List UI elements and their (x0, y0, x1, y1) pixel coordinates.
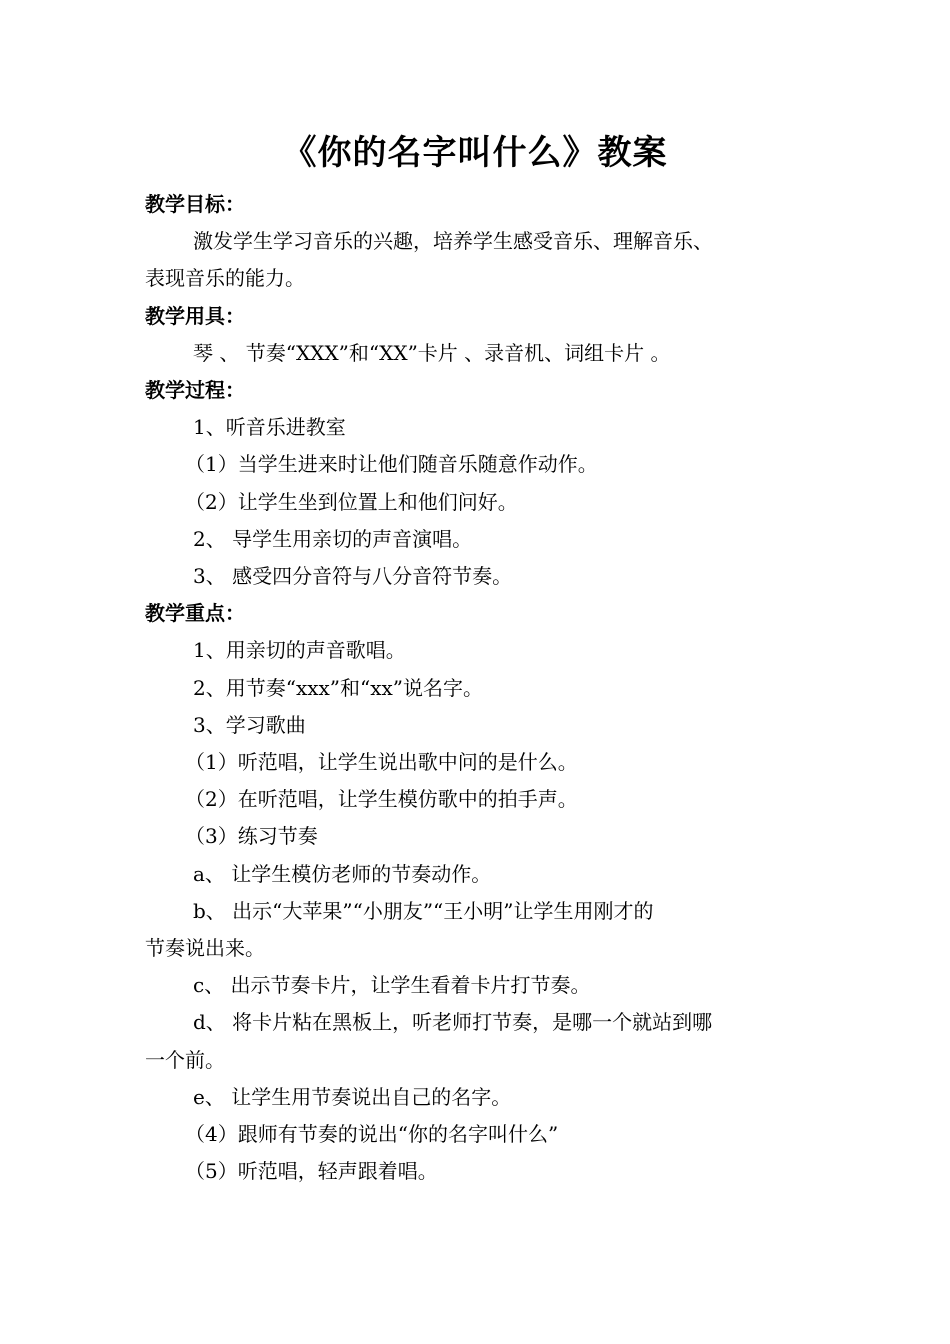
list-item: （1）听范唱，让学生说出歌中问的是什么。 (185, 750, 578, 775)
paragraph-line: 琴 、 节奏“XXX”和“XX”卡片 、录音机、词组卡片 。 (193, 340, 671, 365)
list-item: c、 出示节奏卡片，让学生看着卡片打节奏。 (193, 973, 591, 998)
paragraph-line: 激发学生学习音乐的兴趣，培养学生感受音乐、理解音乐、 (193, 229, 713, 254)
list-item: （4）跟师有节奏的说出“你的名字叫什么” (185, 1122, 559, 1147)
list-item: （2）在听范唱，让学生模仿歌中的拍手声。 (185, 787, 578, 812)
section-heading-key-points: 教学重点： (145, 601, 245, 626)
list-item: 3、学习歌曲 (193, 712, 306, 737)
list-item: （2）让学生坐到位置上和他们问好。 (185, 489, 518, 514)
list-item: e、 让学生用节奏说出自己的名字。 (193, 1084, 512, 1109)
list-item: d、 将卡片粘在黑板上，听老师打节奏，是哪一个就站到哪 (193, 1010, 713, 1035)
list-item: 3、 感受四分音符与八分音符节奏。 (193, 564, 513, 589)
list-item: 1、用亲切的声音歌唱。 (193, 638, 406, 663)
list-item: 2、用节奏“xxx”和“xx”说名字。 (193, 675, 484, 700)
paragraph-line: 一个前。 (145, 1047, 225, 1072)
paragraph-line: 表现音乐的能力。 (145, 266, 305, 291)
section-heading-process: 教学过程： (145, 378, 245, 403)
section-heading-objectives: 教学目标： (145, 192, 245, 216)
section-heading-tools: 教学用具： (145, 303, 245, 328)
list-item: （5）听范唱，轻声跟着唱。 (185, 1159, 438, 1184)
list-item: b、 出示“大苹果”“小朋友”“王小明”让学生用刚才的 (193, 898, 654, 923)
paragraph-line: 节奏说出来。 (145, 936, 265, 961)
list-item: 1、听音乐进教室 (193, 415, 346, 440)
list-item: 2、 导学生用亲切的声音演唱。 (193, 526, 473, 551)
list-item: （1）当学生进来时让他们随音乐随意作动作。 (185, 452, 598, 477)
document-body (145, 186, 815, 1190)
list-item: a、 让学生模仿老师的节奏动作。 (193, 861, 492, 886)
list-item: （3）练习节奏 (185, 824, 318, 849)
page-title: 《你的名字叫什么》教案 (282, 133, 668, 173)
